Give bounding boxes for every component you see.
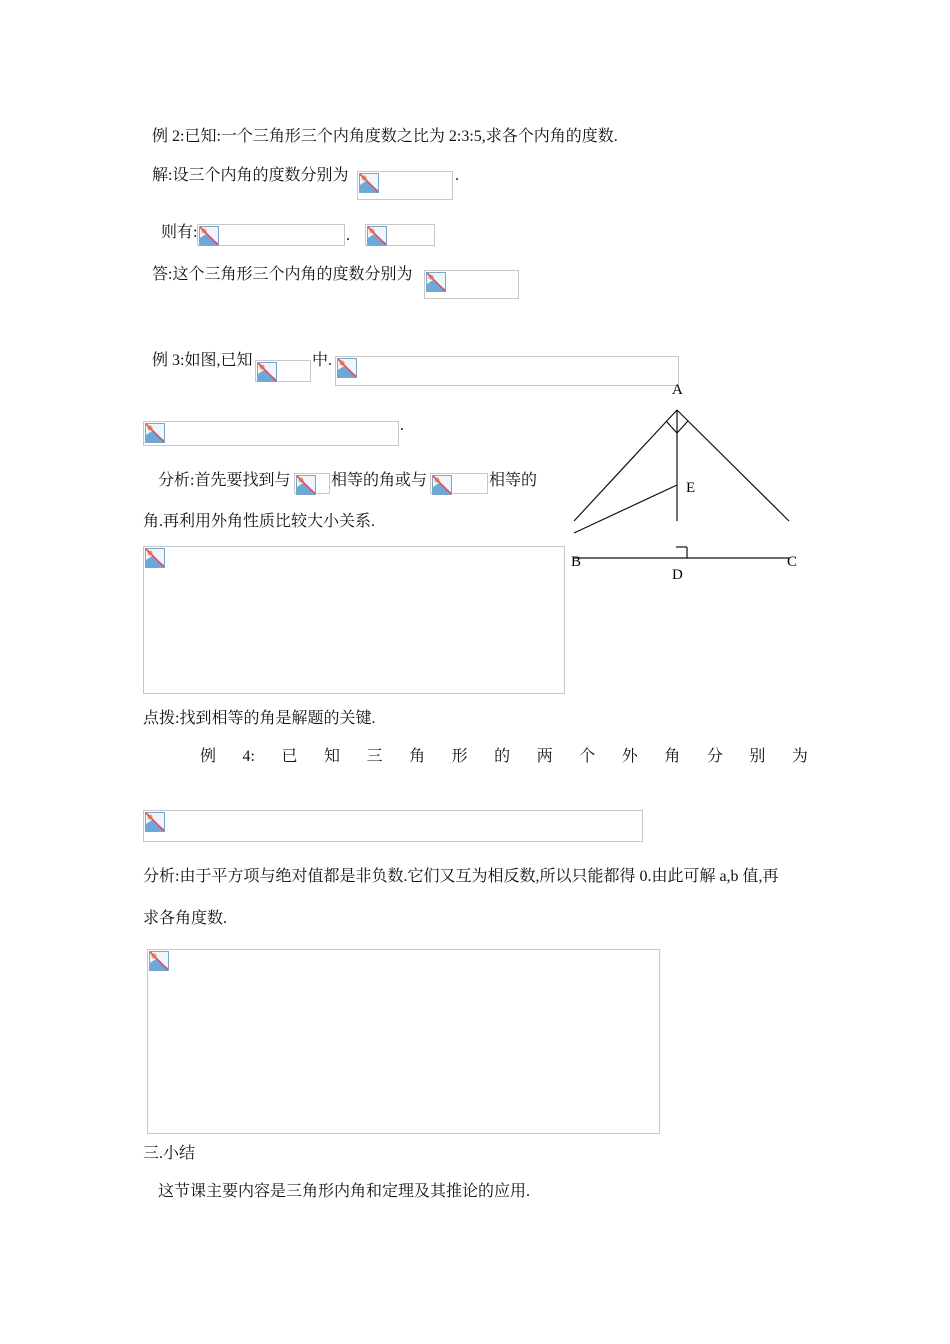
example-4-title-char: 已 <box>281 748 298 765</box>
example-4-analysis: 分析:由于平方项与绝对值都是非负数.它们又互为相反数,所以只能都得 0.由此可解 a,b 值,再 <box>143 868 779 885</box>
broken-image-icon <box>257 362 277 382</box>
solution-image-2 <box>147 949 660 1134</box>
example-4-title-char: 三 <box>366 748 383 765</box>
example-4-title-char: 两 <box>536 748 553 765</box>
example-4-title-char: 分 <box>706 748 723 765</box>
then-label: 则有: <box>161 224 198 241</box>
tip: 点拨:找到相等的角是解题的关键. <box>143 710 376 727</box>
example-2-title: 例 2:已知:一个三角形三个内角度数之比为 2:3:5,求各个内角的度数. <box>152 128 618 145</box>
period: . <box>400 417 404 434</box>
broken-image-icon <box>149 951 169 971</box>
angle-image <box>294 473 330 494</box>
broken-image-icon <box>426 272 446 292</box>
example-4-title-char: 个 <box>579 748 596 765</box>
example-4-title-char: 角 <box>409 748 426 765</box>
segment-eb <box>574 485 677 533</box>
example-4-title-char: 的 <box>494 748 511 765</box>
solution-image <box>143 546 565 694</box>
example-4-analysis-line2: 求各角度数. <box>143 910 228 927</box>
example-3-analysis: 分析:首先要找到与 <box>158 472 291 489</box>
broken-image-icon <box>145 812 165 832</box>
example-4-title-char: 形 <box>451 748 468 765</box>
broken-image-icon <box>199 226 219 246</box>
example-3-analysis-mid: 相等的角或与 <box>331 472 428 489</box>
label-c: C <box>787 554 798 570</box>
broken-image-icon <box>359 173 379 193</box>
example-4-title-char: 知 <box>324 748 341 765</box>
side-ac <box>677 410 789 521</box>
broken-image-icon <box>296 475 316 495</box>
example-4-title-char: 外 <box>621 748 638 765</box>
example-4-title-char: 为 <box>791 748 808 765</box>
exterior-angles-image <box>143 810 643 842</box>
example-4-title-char: 例 <box>200 748 217 765</box>
separator: . <box>346 227 350 244</box>
example-4-title-char: 角 <box>664 748 681 765</box>
example-4-title-char: 别 <box>749 748 766 765</box>
label-d: D <box>672 567 683 583</box>
example-4-title <box>200 747 808 767</box>
label-e: E <box>686 480 696 496</box>
side-ab <box>574 410 677 521</box>
question-image <box>143 421 399 446</box>
example-3-title-end: 中. <box>312 352 333 369</box>
broken-image-icon <box>367 226 387 246</box>
example-4-title-char: 4: <box>242 748 255 765</box>
angle-image-2 <box>430 473 488 494</box>
example-3-analysis-end: 相等的 <box>489 472 538 489</box>
equation-image <box>197 224 345 246</box>
formula-image <box>357 171 453 200</box>
triangle-notation-image <box>255 360 311 382</box>
triangle-figure <box>560 375 810 590</box>
broken-image-icon <box>337 358 357 378</box>
summary-heading: 三.小结 <box>143 1145 196 1162</box>
broken-image-icon <box>145 548 165 568</box>
equation-image-2 <box>365 224 435 246</box>
broken-image-icon <box>145 423 165 443</box>
period: . <box>455 167 459 184</box>
example-2-solution-label: 解:设三个内角的度数分别为 <box>152 167 349 184</box>
example-3-analysis-line2: 角.再利用外角性质比较大小关系. <box>143 513 376 530</box>
example-3-title: 例 3:如图,已知 <box>152 352 253 369</box>
example-2-answer: 答:这个三角形三个内角的度数分别为 <box>152 266 413 283</box>
label-a: A <box>672 382 683 398</box>
answer-image <box>424 270 519 299</box>
summary-body: 这节课主要内容是三角形内角和定理及其推论的应用. <box>158 1183 531 1200</box>
broken-image-icon <box>432 475 452 495</box>
label-b: B <box>571 554 582 570</box>
